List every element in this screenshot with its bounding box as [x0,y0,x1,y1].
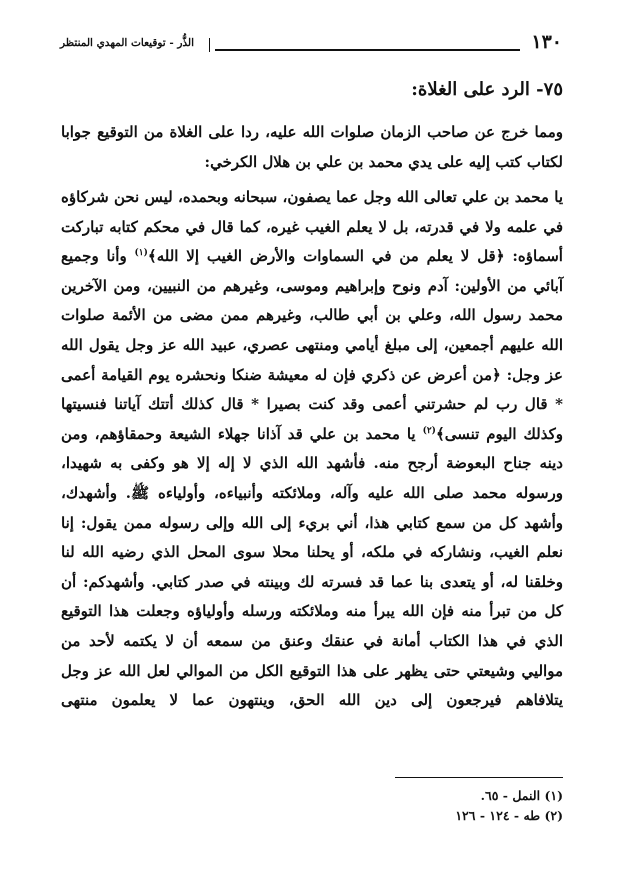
footnote-ref-2: (٢) [422,425,436,436]
footnotes [61,786,563,826]
running-header [60,28,562,58]
footnote-ref-1: (١) [134,248,148,259]
header-rule [215,49,520,51]
footnote-1: (١) النمل - ٦٥. [480,788,563,803]
book-title: الذُّر - توقيعات المهدي المنتظر [60,37,195,49]
intro-paragraph: ومما خرج عن صاحب الزمان صلوات الله عليه، ردا على الغلاة من التوقيع جوابا لكتاب كتب إليه على يدي محمد بن علي بن هلال الكرخي: [61,123,563,171]
footnote-separator [395,777,563,778]
page-number: ١٣٠ [531,31,562,53]
body-paragraph [61,183,563,716]
body-text-part-2: وأنا وجميع آبائي من الأولين: آدم ونوح وإبراهيم وموسى، وغيرهم من النبيين، ومن الآخرين محمد رسول الله، وعلي بن أبي طالب، وغيرهم ممن مضى من الأئمة صلوات الله عليهم أجمعين، إلى مبلغ أيامي ومنتهى عصري، عبيد الله عز وجل يقول الله عز وجل: ﴿من أعرض عن ذكري فإن له معيشة ضنكا ونحشره يوم القيامة أعمى * قال رب لم حشرتني أعمى وقد كنت بصيرا * قال كذلك أتتك آياتنا فنسيتها وكذلك اليوم تنسى﴾ [61,247,564,443]
section-heading: ٧٥- الرد على الغلاة: [411,79,563,100]
body-text-part-1: يا محمد بن علي تعالى الله وجل عما يصفون، سبحانه وبحمده، ليس نحن شركاؤه في علمه ولا في قدرته، بل لا يعلم الغيب غيره، كما قال في محكم كتابه تباركت أسماؤه: ﴿قل لا يعلم من في السماوات والأرض الغيب إلا الله﴾ [61,188,563,266]
footnote-2: (٢) طه - ١٢٤ - ١٢٦ [455,808,563,823]
body-text-part-3: يا محمد بن علي قد آذانا جهلاء الشيعة وحمقاؤهم، ومن دينه جناح البعوضة أرجح منه. فأشهد الله الذي لا إله إلا هو وكفى به شهيدا، ورسوله محمد صلى الله عليه وآله، وملائكته وأنبياءه، وأولياءه ﷺ. وأشهدك، وأشهد كل من سمع كتابي هذا، أني بريء إلى الله وإلى رسوله ممن يقول: إنا نعلم الغيب، ونشاركه في ملكه، أو يحلنا محلا سوى المحل الذي رضيه الله لنا وخلقنا له، أو يتعدى بنا عما قد فسرته لك وبينته في صدر كتابي. وأشهدكم: أن كل من تبرأ منه فإن الله يبرأ منه وملائكته ورسله وأولياؤه وجعلت هذا التوقيع الذي في هذا الكتاب أمانة في عنقك وعنق من سمعه أن لا يكتمه لأحد من مواليي وشيعتي حتى يظهر على هذا التوقيع الكل من الموالي لعل الله عز وجل يتلافاهم فيرجعون إلى دين الله الحق، وينتهون عما لا يعلمون منتهى [61,424,563,710]
header-divider [209,38,210,52]
